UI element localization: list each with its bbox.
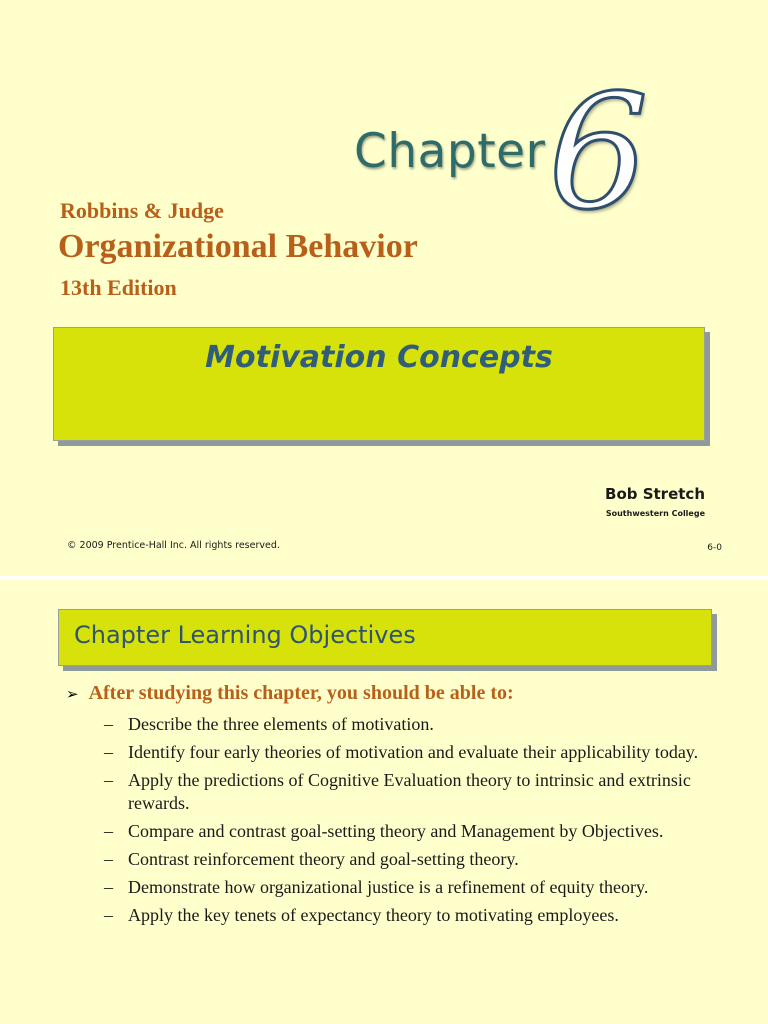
objective-text: Apply the key tenets of expectancy theory to motivating employees. (128, 905, 619, 925)
objective-item (104, 769, 704, 815)
objectives-lead (66, 682, 514, 705)
chapter-number: 6 (548, 61, 649, 245)
objective-text: Identify four early theories of motivation and evaluate their applicability today. (128, 742, 699, 762)
dash-bullet-icon: – (104, 714, 113, 734)
objective-text: Describe the three elements of motivation. (128, 714, 434, 734)
book-title: Organizational Behavior (58, 228, 418, 265)
book-authors: Robbins & Judge (60, 198, 224, 223)
objectives-header: Chapter Learning Objectives (74, 621, 416, 649)
objective-item (104, 904, 704, 927)
dash-bullet-icon: – (104, 742, 113, 762)
dash-bullet-icon: – (104, 877, 113, 897)
book-edition: 13th Edition (60, 275, 177, 300)
objective-item (104, 741, 704, 764)
slide-number: 6-0 (707, 543, 722, 553)
objective-item (104, 848, 704, 871)
objective-item (104, 820, 704, 843)
presenter-name: Bob Stretch (605, 485, 705, 503)
dash-bullet-icon: – (104, 905, 113, 925)
objective-text: Apply the predictions of Cognitive Evaluation theory to intrinsic and extrinsic rewards. (128, 770, 691, 813)
objective-item (104, 876, 704, 899)
objectives-lead-text: After studying this chapter, you should be able to: (88, 682, 514, 704)
topic-box (53, 327, 705, 441)
dash-bullet-icon: – (104, 849, 113, 869)
objectives-list (104, 713, 704, 932)
objectives-header-box (58, 609, 712, 666)
objective-item (104, 713, 704, 736)
arrow-bullet-icon: ➢ (66, 685, 79, 703)
topic-title: Motivation Concepts (205, 340, 553, 375)
presenter-block (605, 485, 705, 518)
presenter-college: Southwestern College (605, 509, 705, 518)
objectives-slide (0, 580, 768, 1024)
objective-text: Compare and contrast goal-setting theory and Management by Objectives. (128, 821, 664, 841)
chapter-word: Chapter (354, 124, 546, 179)
copyright-notice: © 2009 Prentice-Hall Inc. All rights reserved. (67, 540, 280, 551)
objective-text: Demonstrate how organizational justice is a refinement of equity theory. (128, 877, 649, 897)
dash-bullet-icon: – (104, 821, 113, 841)
objective-text: Contrast reinforcement theory and goal-setting theory. (128, 849, 519, 869)
dash-bullet-icon: – (104, 770, 113, 790)
